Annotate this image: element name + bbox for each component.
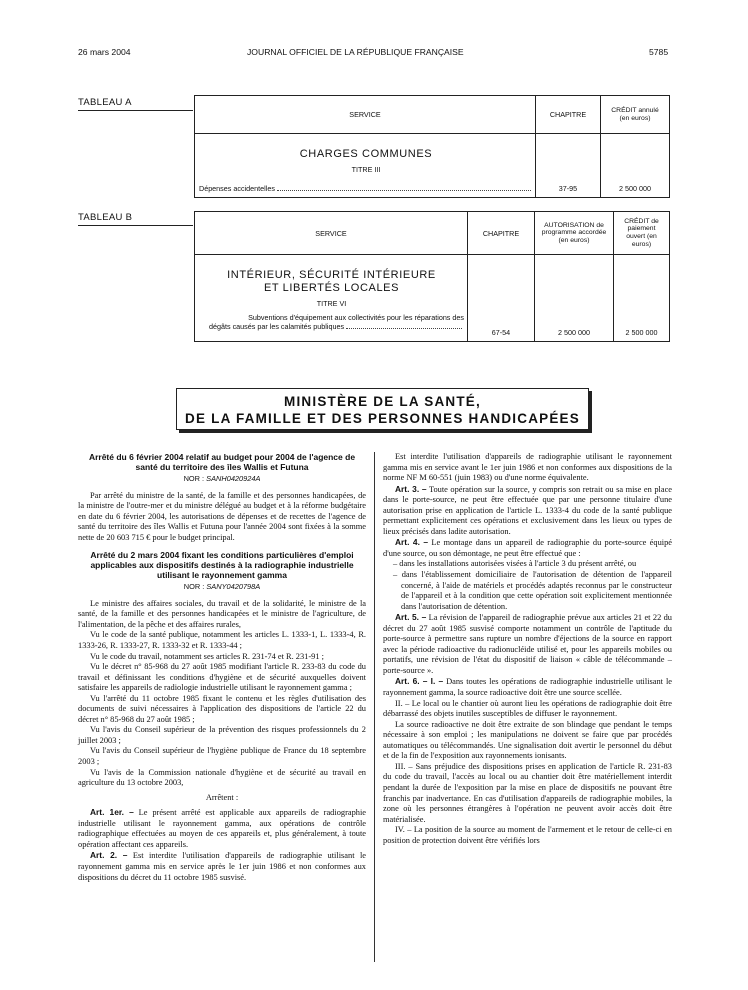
tableau-b-row-line1: Subventions d'équipement aux collectivités pour les réparations des <box>248 313 464 322</box>
tableau-a-subtitle: TITRE III <box>351 164 381 174</box>
tableau-b-header-service: SERVICE <box>195 212 468 255</box>
arrete-2-nor: NOR : SANY0420798A <box>183 582 261 592</box>
tableau-b-section-title-2: ET LIBERTÉS LOCALES <box>263 281 400 294</box>
tableau-a-label: TABLEAU A <box>78 97 132 108</box>
tableau-b-subtitle: TITRE VI <box>316 299 347 308</box>
tableau-b-credit: 2 500 000 <box>614 255 670 342</box>
arrete-1-text: Par arrêté du ministre de la santé, de la famille et des personnes handicapées, de la ministre de l'outre-mer et du ministre délégué au budget et à la réforme budgétaire en date du 6 février 2004, les autorisations de dépenses et de recettes de l'agence de santé du territoire des îles Wallis et Futuna pour l'année 2004 sont fixées à la somme nette de 20 603 715 € pour le budget principal. <box>78 490 366 542</box>
tableau-b-header-chapitre: CHAPITRE <box>468 212 535 255</box>
column-divider <box>374 452 375 962</box>
article-6-III: III. – Sans préjudice des dispositions prises en application de l'article R. 231-83 du code du travail, l'accès au local ou au chantier doit être matériellement interdit pendant la durée de l'exposition par la mise en place de dispositifs ne pouvant être franchis par inadvertance. En cas d'utilisation d'appareils de radiographie mobiles, la zone où les personnes étrangères à l'opération ne peuvent avoir accès doit être matérialisée. <box>383 761 672 824</box>
article-6: Art. 6. – I. – Dans toutes les opérations de radiographie industrielle utilisant le rayonnement gamma, la source radioactive doit être une source scellée. <box>383 676 673 698</box>
tableau-a-credit: 2 500 000 <box>601 134 670 198</box>
page-date: 26 mars 2004 <box>78 47 131 57</box>
article-3: Art. 3. – Toute opération sur la source, y compris son retrait ou sa mise en place dans le porte-source, ne peut être effectuée que par une personne titulaire d'une autorisation prise en application de l'article L. 1333-4 du code de la santé publique permettant explicitement ces opérations et exclusivement dans les lieux ou types de lieux précisés dans ladite autorisation. <box>383 483 672 536</box>
article-1: Art. 1er. – Le présent arrêté est applicable aux appareils de radiographie industrielle utilisant le rayonnement gamma, aux opérations de contrôle radiographique effectuées au moyen de ces appareils et, plus généralement, à toute opération affectant ces appareils. <box>78 807 366 849</box>
visa-1: Vu le code de la santé publique, notamment les articles L. 1333-1, L. 1333-4, R. 1333-26, R. 1333-27, R. 1333-32 et R. 1333-44 ; <box>78 630 366 651</box>
visa-3: Vu le décret n° 85-968 du 27 août 1985 modifiant l'article R. 233-83 du code du travail et définissant les conditions d'hygiène et de sécurité auxquelles doivent satisfaire les appareils de radiologie industrielle utilisant le rayonnement gamma ; <box>78 662 366 693</box>
tableau-b-header-autorisation: AUTORISATION de programme accordée (en euros) <box>535 212 614 255</box>
right-column <box>383 452 672 846</box>
tableau-b <box>194 211 670 342</box>
tableau-a-row-label: Dépenses accidentelles <box>199 184 533 193</box>
ministry-line-2: DE LA FAMILLE ET DES PERSONNES HANDICAPÉES <box>185 411 580 426</box>
visa-6: Vu l'avis du Conseil supérieur de l'hygiène publique de France du 18 septembre 2003 ; <box>78 746 366 767</box>
list-item: – dans l'établissement domiciliaire de l'autorisation de détention de l'appareil concerné, à l'aide de matériels et procédés adaptés reconnus par le constructeur de l'appareil et à la condition que cette opération soit explicitement mentionnée dans l'autorisation de détention. <box>393 570 672 611</box>
journal-title: JOURNAL OFFICIEL DE LA RÉPUBLIQUE FRANÇAISE <box>247 47 464 57</box>
tableau-a-body <box>195 134 536 198</box>
left-column <box>78 452 366 883</box>
tableau-a-header-credit: CRÉDIT annulé (en euros) <box>601 96 670 134</box>
visa-5: Vu l'avis du Conseil supérieur de la prévention des risques professionnels du 2 juillet 2003 ; <box>78 725 366 745</box>
article-6-IV: IV. – La position de la source au moment de l'armement et le retour de celle-ci en position de protection doivent être vérifiés lors <box>383 825 672 845</box>
tableau-a <box>194 95 670 198</box>
arrete-1-nor: NOR : SANH0420924A <box>183 474 261 483</box>
visa-2: Vu le code du travail, notamment ses articles R. 231-74 et R. 231-91 ; <box>90 651 324 661</box>
arretent: Arrêtent : <box>205 792 239 802</box>
tableau-b-body <box>195 255 468 342</box>
tableau-b-rule <box>78 225 193 226</box>
tableau-b-chapitre: 67-54 <box>468 255 535 342</box>
page-number: 5785 <box>649 47 669 57</box>
article-6-II-b: La source radioactive ne doit être extraite de son blindage que pendant le temps nécessaire à son emploi ; les manipulations ne doivent se faire que par procédés automatiques ou télécommandés. Une signalisation doit avertir le personnel du début et de la fin de l'exposition aux rayonnements ionisants. <box>383 719 672 761</box>
tableau-b-autorisation: 2 500 000 <box>535 255 614 342</box>
tableau-b-label: TABLEAU B <box>78 212 133 223</box>
tableau-a-rule <box>78 110 193 111</box>
arrete-1-title: Arrêté du 6 février 2004 relatif au budget pour 2004 de l'agence de santé du territoire des îles Wallis et Futuna <box>88 452 356 472</box>
article-6-II: II. – Le local ou le chantier où auront lieu les opérations de radiographie doit être débarrassé des objets inutiles susceptibles de diffuser le rayonnement. <box>383 698 672 719</box>
tableau-b-section-title-1: INTÉRIEUR, SÉCURITÉ INTÉRIEURE <box>227 269 436 281</box>
article-5: Art. 5. – La révision de l'appareil de radiographie prévue aux articles 21 et 22 du décret du 27 août 1985 susvisé comporte notamment un contrôle de l'aptitude du porte-source à permettre sans rupture un nombre d'éjections de la source en rapport avec la période radioactive du radionucléide utilisé et, pour les appareils mobiles ou portatifs, une révision de l'état du dispositif de liaison « câble de télécommande – porte-source ». <box>383 612 672 675</box>
visa-4: Vu l'arrêté du 11 octobre 1985 fixant le contenu et les règles d'utilisation des documents de suivi nécessaires à l'application des dispositions de l'article 22 du décret n° 85-968 du 27 août 1985 ; <box>78 693 366 724</box>
tableau-a-header-service: SERVICE <box>195 96 536 134</box>
tableau-a-header-chapitre: CHAPITRE <box>536 96 601 134</box>
arrete-2-preamble: Le ministre des affaires sociales, du travail et de la solidarité, le ministre de la santé, de la famille et des personnes handicapées et le ministre de l'agriculture, de l'alimentation, de la pêche et des affaires rurales, <box>78 598 366 629</box>
tableau-b-header-credit: CRÉDIT de paiement ouvert (en euros) <box>614 212 670 255</box>
list-item: – dans les installations autorisées visées à l'article 3 du présent arrêté, ou <box>393 559 637 569</box>
ministry-line-1: MINISTÈRE DE LA SANTÉ, <box>284 394 481 409</box>
tableau-a-chapitre: 37-95 <box>536 134 601 198</box>
visa-7: Vu l'avis de la Commission nationale d'hygiène et de sécurité au travail en agriculture du 13 octobre 2003, <box>78 767 366 788</box>
tableau-a-section-title: CHARGES COMMUNES <box>299 148 433 160</box>
article-4-list <box>383 559 672 612</box>
right-para-1: Est interdite l'utilisation d'appareils de radiographie utilisant le rayonnement gamma mis en service avant le 1er juin 1986 et non conformes aux dispositions de la norme NF M 60-551 (juin 1983) ou d'une norme équivalente. <box>383 452 672 483</box>
article-2: Art. 2. – Est interdite l'utilisation d'appareils de radiographie utilisant le rayonnement gamma mis en service après le 1er juin 1986 et non conformes aux dispositions du décret du 11 octobre 1985 susvisé. <box>78 850 366 882</box>
article-4: Art. 4. – Le montage dans un appareil de radiographie du porte-source équipé d'une source, ou son démontage, ne peut être effectué que : <box>383 537 672 558</box>
arrete-2-title: Arrêté du 2 mars 2004 fixant les conditions particulières d'emploi applicables aux dispositifs destinés à la radiographie industrielle utilisant le rayonnement gamma <box>90 550 354 581</box>
ministry-box <box>176 388 589 430</box>
tableau-b-row-line2: dégâts causés par les calamités publiques <box>199 322 464 331</box>
